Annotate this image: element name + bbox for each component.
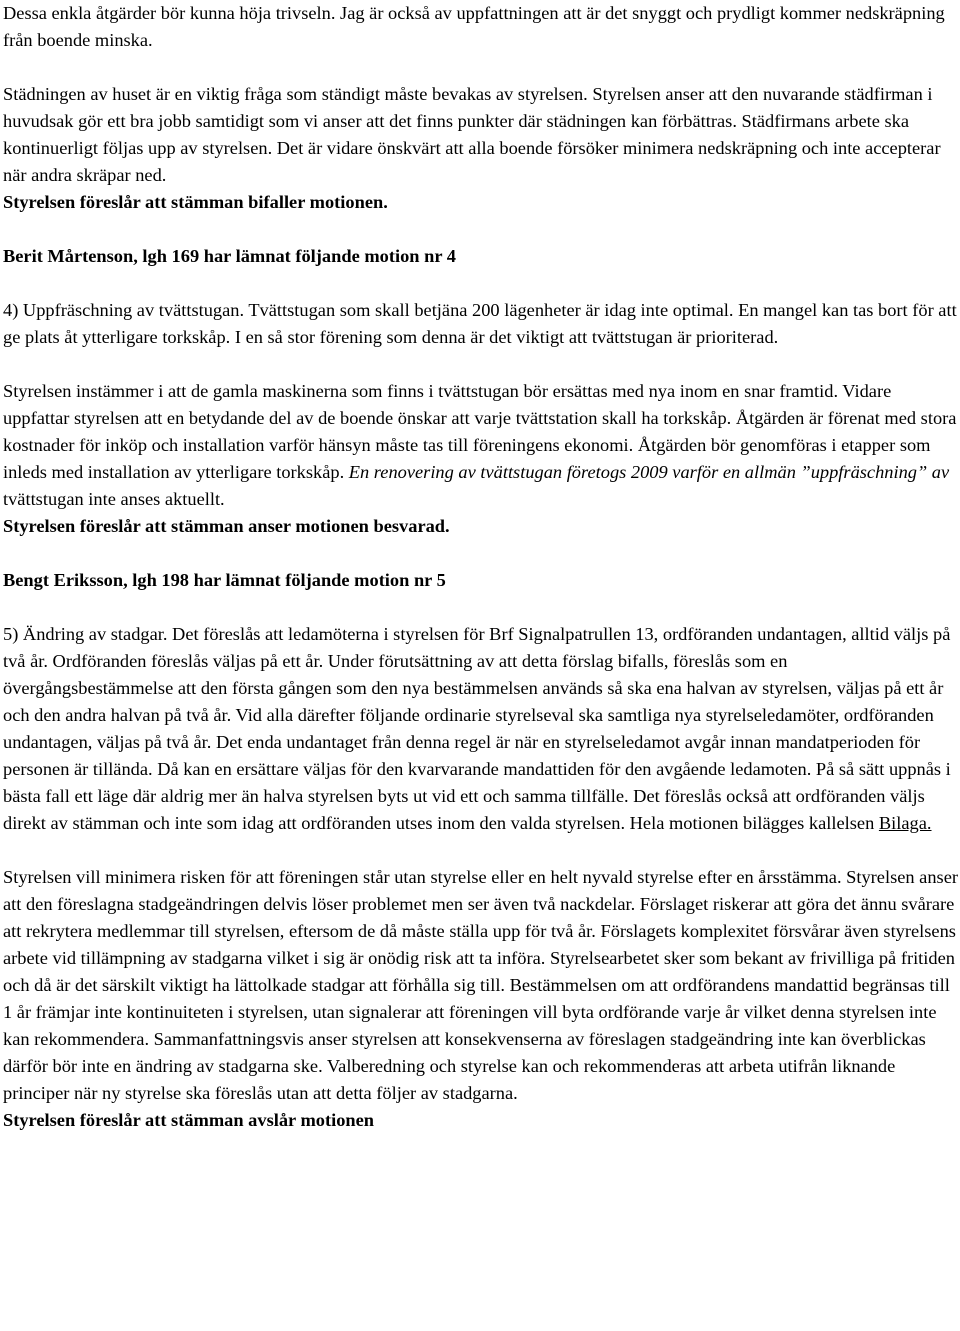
motion-4-heading: Berit Mårtenson, lgh 169 har lämnat följande motion nr 4 [3,246,456,266]
intro-paragraph: Dessa enkla åtgärder bör kunna höja trivseln. Jag är också av uppfattningen att är det snyggt och prydligt kommer nedskräpning från boende minska. [3,3,945,50]
motion-5-response: Styrelsen vill minimera risken för att föreningen står utan styrelse eller en helt nyvald styrelse efter en årsstämma. Styrelsen anser att den föreslagna stadgeändringen delvis löser problemet men ser även två nackdelar. Förslaget riskerar att göra det ännu svårare att rekrytera medlemmar till styrelsen, eftersom de då måste ställa upp för två år. Förslagets komplexitet försvårar även styrelsens arbete vid tillämpning av stadgarna vilket i sig är onödig risk att ta införa. Styrelsearbetet sker som bekant av frivilliga på fritiden och då är det särskilt viktigt ha lättolkade stadgar att förhålla sig till. Bestämmelsen om att ordförandens mandattid begränsas till 1 år främjar inte kontinuiteten i styrelsen, utan signalerar att föreningen vill byta ordförande varje år vilket denna styrelsen inte kan rekommendera. Sammanfattningsvis anser styrelsen att konsekvenserna av föreslagen stadgeändring inte kan överblickas därför bör inte en ändring av stadgarna ske. Valberedning och styrelse kan och rekommenderas att arbeta utifrån liknande principer när ny styrelse ska föreslås utan att detta följer av stadgarna. [3,867,958,1103]
document-page [3,0,958,1134]
board-proposal-approve: Styrelsen föreslår att stämman bifaller motionen. [3,192,388,212]
paragraph-spacer [3,837,958,864]
paragraph-spacer [3,270,958,297]
motion-5-heading: Bengt Eriksson, lgh 198 har lämnat följande motion nr 5 [3,570,446,590]
board-proposal-answered: Styrelsen föreslår att stämman anser motionen besvarad. [3,516,450,536]
paragraph-spacer [3,216,958,243]
paragraph-spacer [3,54,958,81]
motion-4-response-tail: tvättstugan inte anses aktuellt. [3,489,225,509]
motion-4-text: 4) Uppfräschning av tvättstugan. Tvättstugan som skall betjäna 200 lägenheter är idag inte optimal. En mangel kan tas bort för att ge plats åt ytterligare torkskåp. I en så stor förening som denna är det viktigt att tvättstugan är prioriterad. [3,300,957,347]
appendix-link[interactable]: Bilaga. [878,813,932,833]
paragraph-spacer [3,351,958,378]
paragraph-spacer [3,594,958,621]
motion-4-response-text: Styrelsen instämmer i att de gamla maskinerna som finns i tvättstugan bör ersättas med nya inom en snar framtid. Vidare uppfattar styrelsen att en betydande del av de boende önskar att varje tvättstation skall ha torkskåp. Åtgärden är förenat med stora kostnader för inköp och installation varför hänsyn måste tas till föreningens ekonomi. Åtgärden bör genomföras i etapper som inleds med installation av ytterligare torkskåp. [3,381,957,482]
paragraph-spacer [3,540,958,567]
board-proposal-reject: Styrelsen föreslår att stämman avslår motionen [3,1110,375,1130]
motion-4-renovation-note: En renovering av tvättstugan företogs 2009 varför en allmän ”uppfräschning” av [348,462,950,482]
motion-5-body: 5) Ändring av stadgar. Det föreslås att ledamöterna i styrelsen för Brf Signalpatrullen 13, ordföranden undantagen, alltid väljs på två år. Ordföranden föreslås väljas på ett år. Under förutsättning av att detta förslag bifalls, föreslås som en övergångsbestämmelse att den första gången som den nya bestämmelsen används så ska ena halvan av styrelsen, väljas på ett år och den andra halvan på två år. Vid alla därefter följande ordinarie styrelseval ska samtliga nya styrelseledamöter, ordföranden undantagen, väljas på två år. Det enda undantaget från denna regel är när en styrelseledamot avgår innan mandatperioden för personen är tillända. Då kan en ersättare väljas för den kvarvarande mandattiden för den avgående ledamoten. På så sätt uppnås i bästa fall ett läge där aldrig mer än halva styrelsen byts ut vid ett och samma tillfälle. Det föreslås också att ordföranden väljs direkt av stämman och inte som idag att ordföranden utses inom den valda styrelsen. Hela motionen bilägges kallelsen [3,624,951,833]
motion-4-response [3,378,958,513]
motion-5-text [3,621,958,837]
cleaning-paragraph: Städningen av huset är en viktig fråga som ständigt måste bevakas av styrelsen. Styrelsen anser att den nuvarande städfirman i huvudsak gör ett bra jobb samtidigt som vi anser att det finns punkter där städningen kan förbättras. Städfirmans arbete ska kontinuerligt följas upp av styrelsen. Det är vidare önskvärt att alla boende försöker minimera nedskräpning och inte accepterar när andra skräpar ned. [3,84,941,185]
